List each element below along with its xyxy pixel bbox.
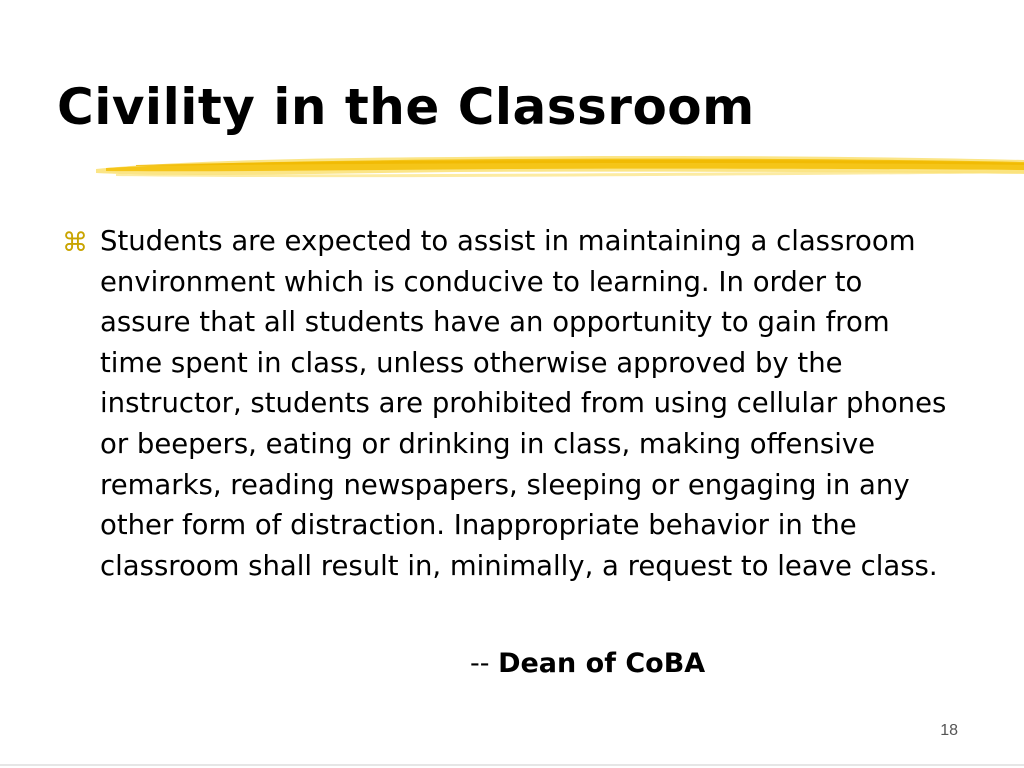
bullet-text: Students are expected to assist in maintaining a classroom environment which is conducive to learning. In order to assure that all students have an opportunity to gain from time spent in class, unless otherwise approved by the instructor, students are prohibited from using cellular phones or beepers, eating or drinking in class, making offensive remarks, reading newspapers, sleeping or engaging in any other form of distraction. Inappropriate behavior in the classroom shall result in, minimally, a request to leave class.	[100, 225, 947, 582]
slide-title: Civility in the Classroom	[57, 78, 755, 136]
page-number: 18	[940, 722, 958, 739]
bottom-divider	[0, 764, 1024, 766]
attribution	[470, 648, 705, 679]
attribution-name: Dean of CoBA	[498, 648, 706, 679]
attribution-dash: --	[470, 648, 499, 679]
command-key-icon: ⌘	[62, 228, 88, 258]
title-underline-brush	[96, 148, 1024, 190]
